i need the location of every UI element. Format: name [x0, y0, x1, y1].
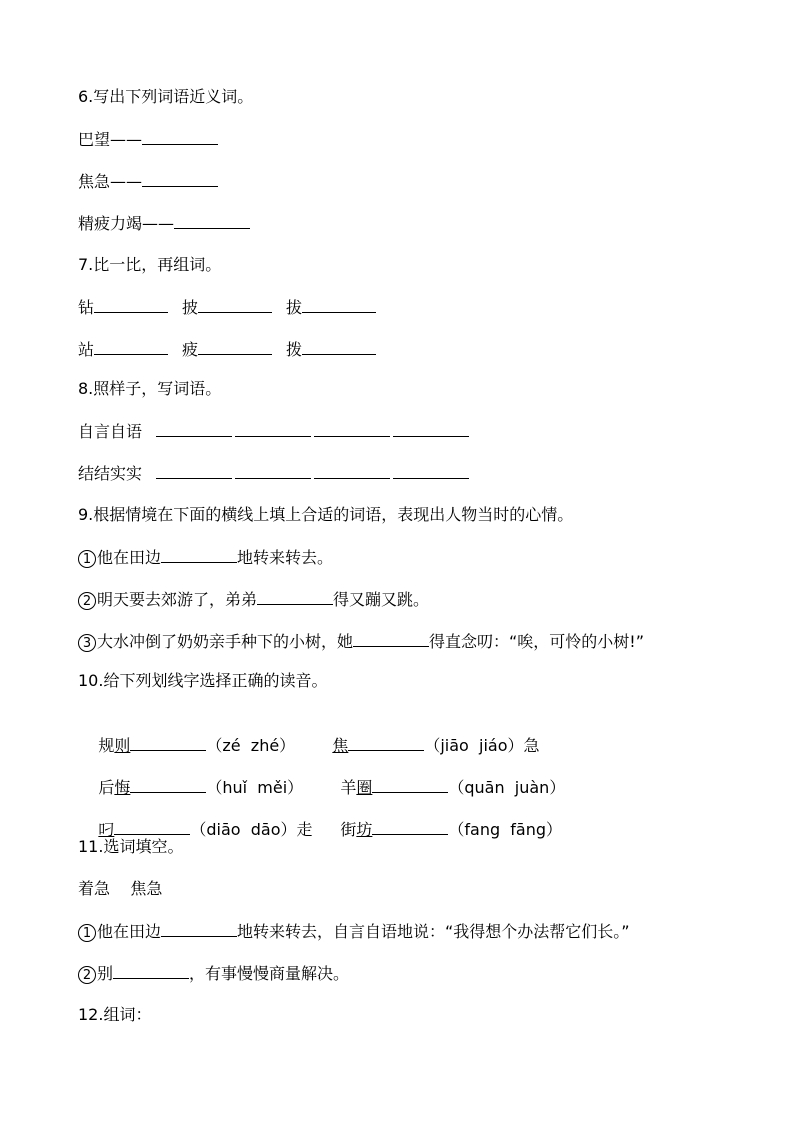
answer-blank[interactable]: [114, 818, 190, 835]
q10-row: 后悔 （huǐ měi）: [98, 778, 304, 797]
q10-row: 街坊 （fang fāng）: [340, 820, 563, 839]
q9-item: 2 明天要去郊游了，弟弟 得又蹦又跳。: [78, 588, 429, 610]
q8-item: 自言自语: [78, 420, 469, 442]
q10-row: 规则 （zé zhé）: [98, 736, 296, 755]
answer-blank[interactable]: [130, 776, 206, 793]
q6-item: 焦急——: [78, 170, 218, 192]
q10-row: 羊圈 （quān juàn）: [340, 778, 566, 797]
answer-blank[interactable]: [113, 962, 189, 979]
q7-row: 钻 披 拔: [78, 296, 376, 318]
underlined-char: 圈: [356, 778, 373, 797]
q9-item: 3 大水冲倒了奶奶亲手种下的小树，她 得直念叨：“唉，可怜的小树!”: [78, 630, 644, 652]
answer-blank[interactable]: [393, 420, 469, 437]
q10-row: 焦 （jiāo jiáo）急: [332, 736, 540, 755]
q6-item: 精疲力竭——: [78, 212, 250, 234]
underlined-char: 叼: [98, 820, 115, 839]
q10-row: 叼 （diāo dāo）走: [98, 820, 313, 839]
q11-word-options: 着急 焦急: [78, 879, 163, 898]
q11-item: 2 别 ，有事慢慢商量解决。: [78, 962, 349, 984]
answer-blank[interactable]: [94, 338, 168, 355]
underlined-char: 悔: [114, 778, 131, 797]
answer-blank[interactable]: [235, 462, 311, 479]
answer-blank[interactable]: [94, 296, 168, 313]
answer-blank[interactable]: [198, 296, 272, 313]
circled-number: 2: [78, 966, 96, 984]
underlined-char: 则: [114, 736, 131, 755]
underlined-char: 坊: [356, 820, 373, 839]
answer-blank[interactable]: [235, 420, 311, 437]
q7-title: 7.比一比，再组词。: [78, 255, 222, 274]
q7-row: 站 疲 拨: [78, 338, 376, 360]
underlined-char: 焦: [332, 736, 349, 755]
q8-item: 结结实实: [78, 462, 469, 484]
circled-number: 1: [78, 924, 96, 942]
answer-blank[interactable]: [314, 462, 390, 479]
answer-blank[interactable]: [174, 212, 250, 229]
q12-title: 12.组词：: [78, 1005, 152, 1024]
q6-title: 6.写出下列词语近义词。: [78, 87, 254, 106]
answer-blank[interactable]: [302, 338, 376, 355]
answer-blank[interactable]: [372, 818, 448, 835]
answer-blank[interactable]: [302, 296, 376, 313]
answer-blank[interactable]: [348, 734, 424, 751]
answer-blank[interactable]: [353, 630, 429, 647]
circled-number: 3: [78, 634, 96, 652]
answer-blank[interactable]: [156, 420, 232, 437]
answer-blank[interactable]: [156, 462, 232, 479]
q8-title: 8.照样子，写词语。: [78, 379, 222, 398]
answer-blank[interactable]: [372, 776, 448, 793]
q10-title: 10.给下列划线字选择正确的读音。: [78, 671, 328, 690]
answer-blank[interactable]: [257, 588, 333, 605]
circled-number: 1: [78, 550, 96, 568]
q9-item: 1 他在田边 地转来转去。: [78, 546, 333, 568]
q11-title: 11.选词填空。: [78, 837, 184, 856]
answer-blank[interactable]: [161, 920, 237, 937]
q6-item: 巴望——: [78, 128, 218, 150]
circled-number: 2: [78, 592, 96, 610]
answer-blank[interactable]: [142, 170, 218, 187]
answer-blank[interactable]: [130, 734, 206, 751]
q11-item: 1 他在田边 地转来转去，自言自语地说：“我得想个办法帮它们长。”: [78, 920, 630, 942]
answer-blank[interactable]: [198, 338, 272, 355]
q9-title: 9.根据情境在下面的横线上填上合适的词语，表现出人物当时的心情。: [78, 505, 574, 524]
answer-blank[interactable]: [142, 128, 218, 145]
answer-blank[interactable]: [161, 546, 237, 563]
answer-blank[interactable]: [314, 420, 390, 437]
answer-blank[interactable]: [393, 462, 469, 479]
